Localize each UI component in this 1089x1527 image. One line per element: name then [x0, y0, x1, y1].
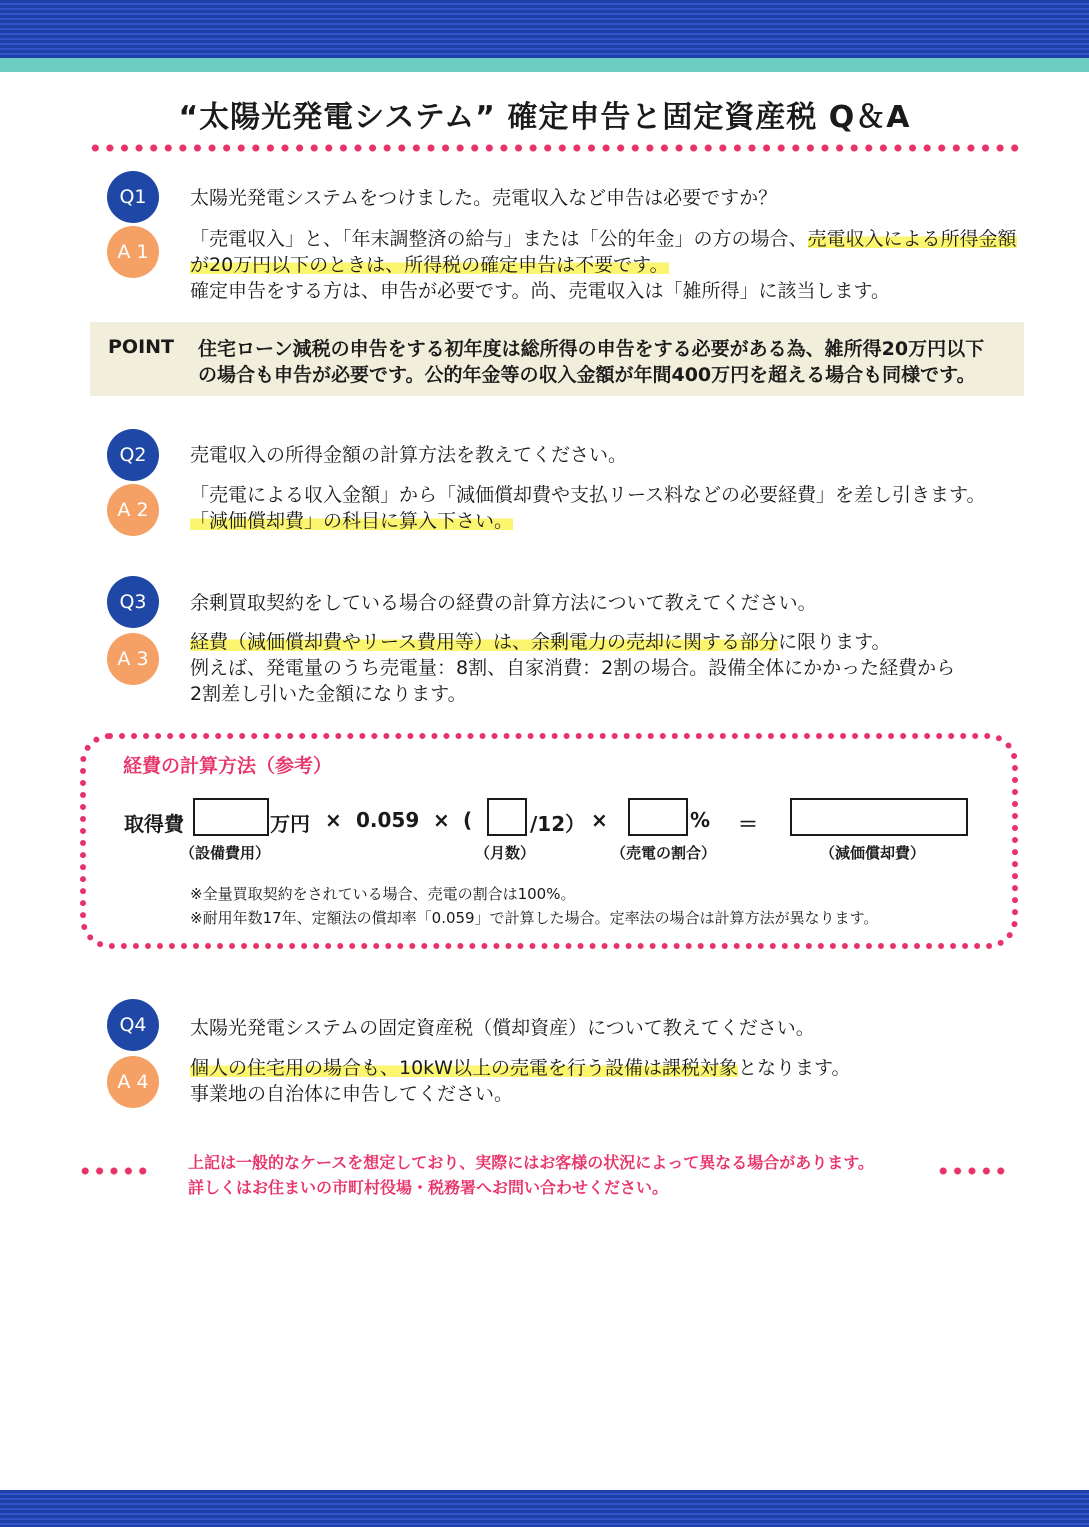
a1-line2-highlight: が20万円以下のときは、所得税の確定申告は不要です。	[190, 254, 669, 276]
a4-line2-text: 事業地の自治体に申告してください。	[190, 1083, 514, 1105]
formula-rate: 0.059	[356, 808, 420, 832]
a3-badge: A 3	[107, 633, 159, 685]
point-line1: 住宅ローン減税の申告をする初年度は総所得の申告をする必要がある為、雑所得20万円以下	[198, 338, 985, 360]
title-dotted-divider	[88, 143, 1020, 153]
formula-equals: ＝	[738, 812, 758, 836]
q4-badge: Q4	[107, 999, 159, 1051]
header-stripe-band	[0, 0, 1089, 58]
q4-question: 太陽光発電システムの固定資産税（償却資産）について教えてください。	[190, 1017, 815, 1039]
point-text	[198, 336, 984, 388]
a4-badge: A 4	[107, 1056, 159, 1108]
q2-question: 売電収入の所得金額の計算方法を教えてください。	[190, 444, 628, 466]
a3-answer	[190, 629, 955, 707]
sub-label-months: （月数）	[475, 844, 536, 862]
q1-question: 太陽光発電システムをつけました。売電収入など申告は必要ですか？	[190, 187, 778, 209]
formula-times-1: ×	[325, 808, 342, 832]
a4-line1-text: となります。	[737, 1057, 851, 1079]
a3-line2-text: 例えば、発電量のうち売電量：8割、自家消費：2割の場合。設備全体にかかった経費から	[190, 657, 956, 679]
formula-unit-yen: 万円	[270, 812, 310, 836]
calc-note-2: ※耐用年数17年、定額法の償却率「0.059」で計算した場合。定率法の場合は計算方法が異なります。	[190, 909, 879, 927]
a1-line1-highlight: 売電収入による所得金額	[807, 228, 1017, 250]
a3-line1-text: に限ります。	[778, 631, 891, 653]
formula-times-2: ×	[433, 808, 450, 832]
a2-line2-highlight: 「減価償却費」の科目に算入下さい。	[190, 510, 514, 532]
a4-answer	[190, 1055, 850, 1107]
a1-line3-text: 確定申告をする方は、申告が必要です。尚、売電収入は「雑所得」に該当します。	[190, 280, 890, 302]
a1-answer	[190, 226, 1017, 304]
a2-answer	[190, 482, 986, 534]
q3-badge: Q3	[107, 576, 159, 628]
header-teal-band	[0, 58, 1089, 72]
a3-line1-highlight: 経費（減価償却費やリース費用等）は、余剰電力の売却に関する部分	[190, 631, 779, 653]
equipment-cost-input-box	[193, 798, 269, 836]
a2-badge: A 2	[107, 484, 159, 536]
footer-stripe-band	[0, 1490, 1089, 1527]
depreciation-result-box	[790, 798, 968, 836]
sub-label-ratio: （売電の割合）	[611, 844, 717, 862]
a4-line1-highlight: 個人の住宅用の場合も、10kW以上の売電を行う設備は課税対象	[190, 1057, 738, 1079]
calc-note-1: ※全量買取契約をされている場合、売電の割合は100%。	[190, 885, 576, 903]
q1-badge: Q1	[107, 171, 159, 223]
formula-per-12: /12）	[530, 812, 586, 836]
sub-label-equipment: （設備費用）	[180, 844, 271, 862]
formula-times-3: ×	[591, 808, 608, 832]
ratio-input-box	[628, 798, 688, 836]
formula-percent: %	[690, 808, 711, 832]
point-line2: の場合も申告が必要です。公的年金等の収入金額が年間400万円を超える場合も同様です。	[198, 364, 976, 386]
formula-open-paren: (	[463, 808, 473, 832]
q2-badge: Q2	[107, 429, 159, 481]
point-label: POINT	[108, 336, 175, 358]
a2-line1-text: 「売電による収入金額」から「減価償却費や支払リース料などの必要経費」を差し引きます。	[190, 484, 986, 506]
q3-question: 余剰買取契約をしている場合の経費の計算方法について教えてください。	[190, 592, 817, 614]
sub-label-depreciation: （減価償却費）	[820, 844, 926, 862]
disclaimer-text	[188, 1150, 874, 1200]
months-input-box	[487, 798, 527, 836]
calculation-title: 経費の計算方法（参考）	[123, 755, 333, 777]
disclaimer-line2: 詳しくはお住まいの市町村役場・税務署へお問い合わせください。	[188, 1178, 669, 1197]
a1-line1-text: 「売電収入」と、「年末調整済の給与」または「公的年金」の方の場合、	[190, 228, 808, 250]
page-title: “太陽光発電システム” 確定申告と固定資産税 Q＆A	[178, 100, 911, 135]
disclaimer-line1: 上記は一般的なケースを想定しており、実際にはお客様の状況によって異なる場合があります。	[188, 1153, 874, 1172]
disclaimer-dots-right	[936, 1166, 1008, 1176]
a1-badge: A 1	[107, 226, 159, 278]
a3-line3-text: 2割差し引いた金額になります。	[190, 683, 467, 705]
formula-label-cost: 取得費	[124, 812, 184, 836]
disclaimer-dots-left	[78, 1166, 150, 1176]
